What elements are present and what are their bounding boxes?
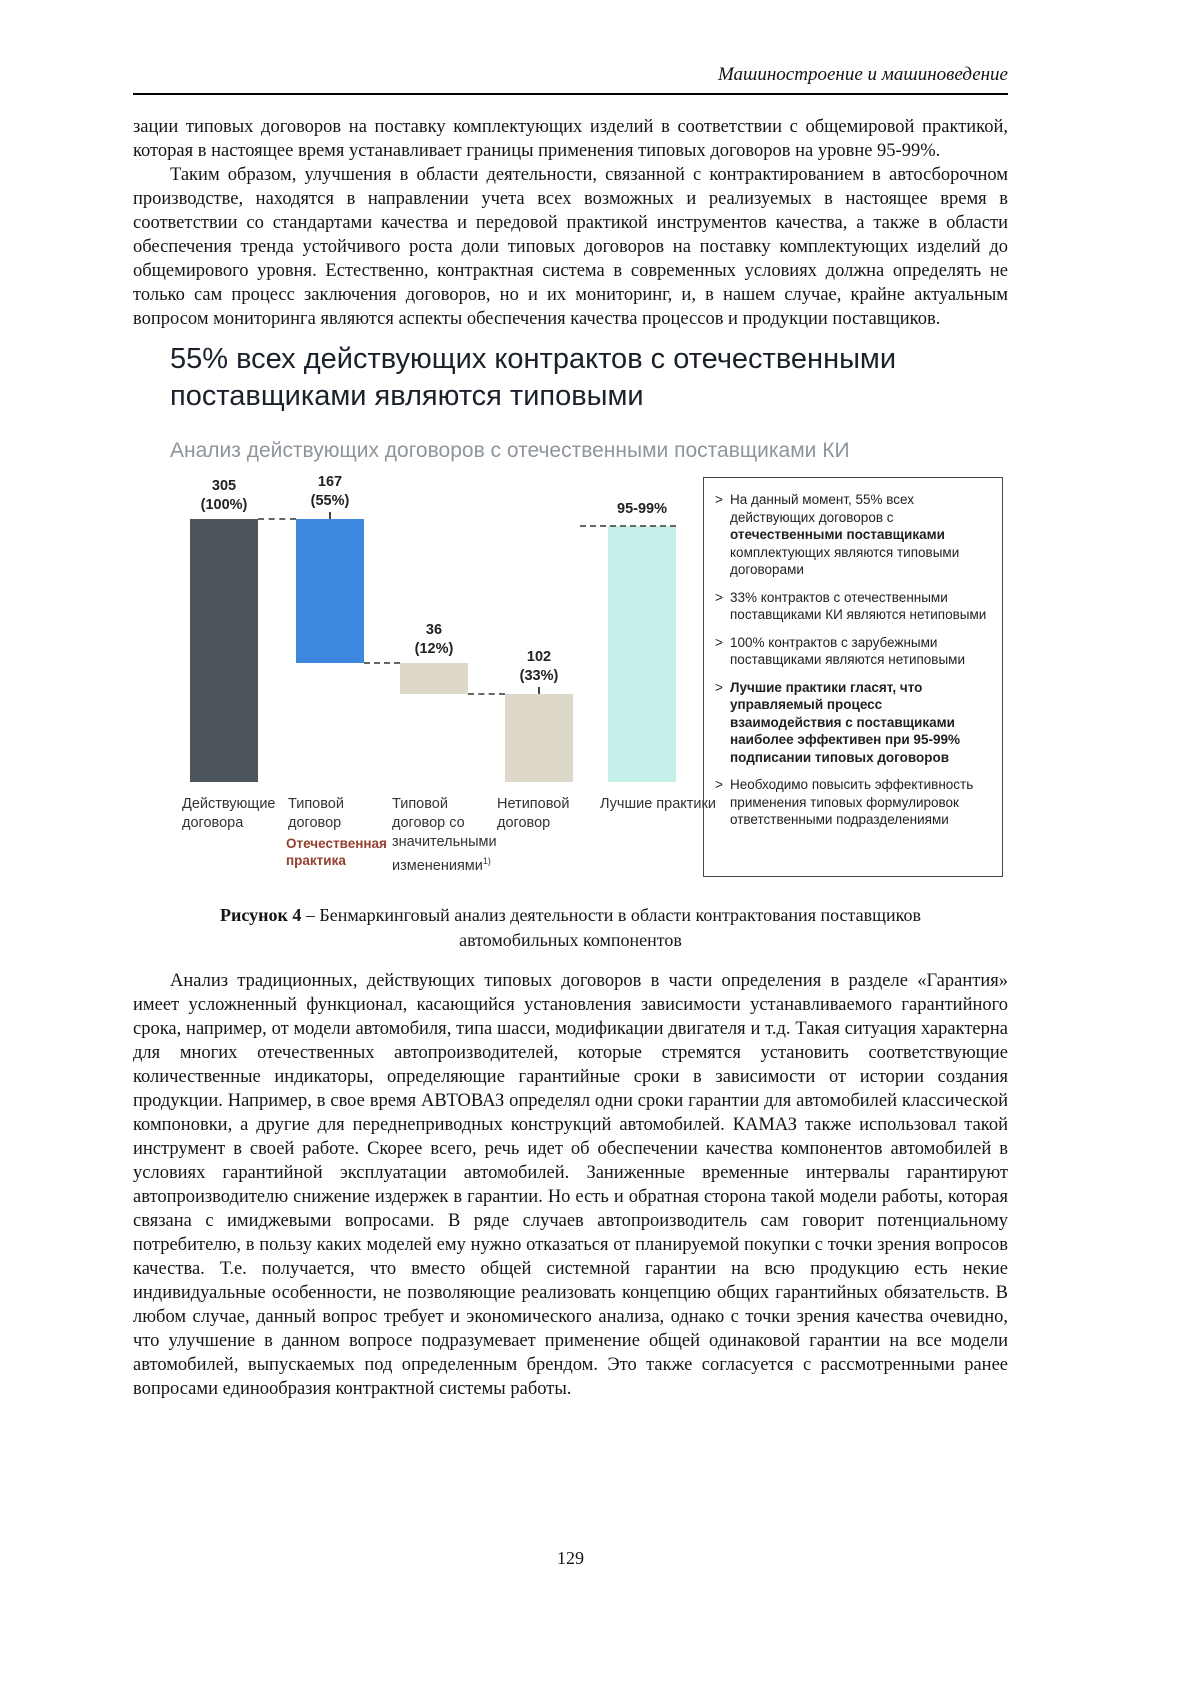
bar-value-label: 36 (12%) <box>414 622 454 657</box>
chart-bar <box>608 526 676 782</box>
insight-item <box>715 491 989 579</box>
figure-caption-text: – Бенмаркинговый анализ деятельности в области контрактования поставщиков автомобильных компонентов <box>301 905 921 950</box>
figure-subtitle: Анализ действующих договоров с отечественными поставщиками КИ <box>170 439 850 462</box>
journal-header <box>133 64 1008 93</box>
figure-caption <box>183 903 958 953</box>
paragraph: Анализ традиционных, действующих типовых договоров в части определения в разделе «Гарантия» имеет усложненный функционал, касающийся установления зависимости устанавливаемого гарантийного срока, например, от модели автомобиля, типа шасси, модификации двигателя и т.д. Такая ситуация характерна для многих отечественных автопроизводителей, которые стремятся установить соответствующие количественные индикаторы, определяющие гарантийные сроки в зависимости от истории создания продукции. Например, в свое время АВТОВАЗ определял одни сроки гарантии для автомобилей классической компоновки, а другие для переднеприводных конструкций автомобилей. КАМАЗ также использовал такой инструмент в своей работе. Скорее всего, речь идет об обеспечении качества компонентов автомобилей в условиях гарантийной эксплуатации автомобилей. Заниженные временные интервалы гарантируют автопроизводителю снижение издержек в гарантии. Но есть и обратная сторона такой модели работы, которая связана с имиджевыми вопросами. В ряде случаев автопроизводитель сам говорит потенциальному потребителю, в пользу каких моделей ему нужно отказаться от планируемой покупки с точки зрения вопросов качества. Т.е. получается, что вместо общей системной гарантии на всю продукцию есть некие индивидуальные особенности, не позволяющие реализовать концепцию общих гарантийных обязательств. В любом случае, данный вопрос требует и экономического анализа, однако с точки зрения качества очевидно, что улучшение в данном вопросе подразумевает применение общей одинаковой гарантии на все модели автомобилей, выпускаемых под определенным брендом. Это также согласуется с рассмотренными ранее вопросами единообразия контрактной системы работы. <box>133 971 1008 1399</box>
label-tick <box>329 512 331 519</box>
insight-text: 33% контрактов с отечественными поставщиками КИ являются нетиповыми <box>730 589 987 622</box>
bar-category-label: Нетиповой договор <box>497 796 570 831</box>
bar-value-label: 305 (100%) <box>200 478 248 513</box>
bar-category-label: Типовой договор <box>288 796 344 831</box>
figure-body <box>148 474 1008 885</box>
bullet-marker: > <box>715 589 723 605</box>
bullet-marker: > <box>715 679 723 695</box>
dashed-connector <box>258 518 296 520</box>
bar-value-label: 102 (33%) <box>519 649 559 685</box>
bar-category-label: Действующие договора <box>182 796 276 831</box>
paragraph: зации типовых договоров на поставку комплектующих изделий в соответствии с общемировой практикой, которая в настоящее время устанавливает границы применения типовых договоров на уровне 95-99%. <box>133 117 1008 161</box>
practice-label: Отечественная практика <box>286 836 387 868</box>
dashed-connector <box>580 525 676 527</box>
bar-value-label: 95-99% <box>617 500 667 517</box>
dashed-connector <box>468 693 505 695</box>
page-number: 129 <box>557 1548 584 1568</box>
insights-panel <box>703 477 1003 877</box>
bullet-marker: > <box>715 777 723 792</box>
dashed-connector <box>364 662 400 664</box>
chart-bar <box>400 663 468 694</box>
figure-caption-number: Рисунок 4 <box>220 905 302 925</box>
bar-category-label: Типовой договор со значительными изменениями$^{1)}$ <box>392 796 497 874</box>
bar-value-label: 167 (55%) <box>310 474 350 509</box>
bullet-marker: > <box>715 634 723 650</box>
insight-item <box>715 679 989 767</box>
bottom-paragraphs <box>133 969 1008 1401</box>
waterfall-chart <box>148 474 716 885</box>
insight-text: 100% контрактов с зарубежными поставщиками являются нетиповыми <box>730 634 965 667</box>
header-rule <box>133 93 1008 95</box>
figure-title: 55% всех действующих контрактов с отечественными поставщиками являются типовыми <box>170 343 897 412</box>
chart-bar <box>190 519 258 782</box>
journal-header-text: Машиностроение и машиноведение <box>717 64 1008 85</box>
insight-item <box>715 634 989 669</box>
paragraph: Таким образом, улучшения в области деятельности, связанной с контрактированием в автосборочном производстве, находятся в направлении учета всех возможных и реализуемых в настоящее время в соответствии со стандартами качества и передовой практикой инструментов качества, а также в области обеспечения тренда устойчивого роста доли типовых договоров на поставку комплектующих изделий до общемирового уровня. Естественно, контрактная система в современных условиях должна определять не только сам процесс заключения договоров, но и их мониторинг, и, в нашем случае, крайне актуальным вопросом мониторинга являются аспекты обеспечения качества процессов и продукции поставщиков. <box>133 165 1008 329</box>
insight-text: На данный момент, 55% всех действующих договоров с отечественными поставщиками комплектующих являются типовыми договорами <box>730 492 960 577</box>
insight-item <box>715 589 989 624</box>
chart-bar <box>296 519 364 663</box>
top-paragraphs <box>133 115 1008 331</box>
bar-category-label: Лучшие практики <box>600 796 716 812</box>
insight-item <box>715 776 989 829</box>
figure <box>133 341 1008 953</box>
label-tick <box>538 687 540 694</box>
bullet-marker: > <box>715 492 723 507</box>
chart-bar <box>505 694 573 782</box>
insight-text: Лучшие практики гласят, что управляемый процесс взаимодействия с поставщиками наиболее эффективен при 95-99% подписании типовых договоров <box>730 679 960 765</box>
insight-text: Необходимо повысить эффективность применения типовых формулировок ответственными подразделениями <box>730 777 974 827</box>
